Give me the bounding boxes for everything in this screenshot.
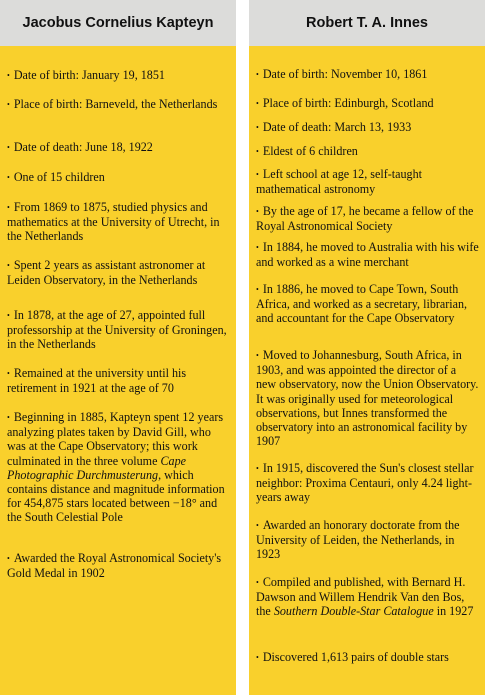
bullet-icon: • — [256, 521, 259, 530]
bullet-icon: • — [7, 143, 10, 152]
bullet-icon: • — [7, 173, 10, 182]
right-fact-item — [256, 67, 479, 82]
right-fact-item — [256, 348, 479, 448]
innes-title: Robert T. A. Innes — [249, 0, 485, 46]
right-fact-item — [256, 650, 479, 665]
bullet-icon: • — [7, 203, 10, 212]
bullet-icon: • — [7, 261, 10, 270]
bullet-icon: • — [7, 554, 10, 563]
fact-text: Beginning in 1885, Kapteyn spent 12 years analyzing plates taken by David Gill, who was at the Cape Observatory; this work culminated in the three volume — [7, 410, 224, 468]
fact-title-italic: Southern Double-Star Catalogue — [273, 604, 434, 619]
right-fact-item — [256, 167, 479, 196]
left-fact-item — [7, 308, 230, 352]
left-fact-item — [7, 366, 230, 395]
left-fact-item — [7, 68, 230, 83]
right-fact-item — [256, 96, 479, 111]
fact-text: Discovered 1,613 pairs of double stars — [262, 650, 449, 664]
fact-text: In 1915, discovered the Sun's closest stellar neighbor: Proxima Centauri, only 4.24 light-years away — [256, 461, 474, 505]
right-fact-item — [256, 461, 479, 505]
fact-text: In 1878, at the age of 27, appointed full professorship at the University of Groningen, in the Netherlands — [7, 308, 227, 352]
bullet-icon: • — [7, 369, 10, 378]
left-fact-item — [7, 551, 230, 580]
bullet-icon: • — [7, 71, 10, 80]
innes-column — [249, 0, 485, 695]
fact-text: Remained at the university until his retirement in 1921 at the age of 70 — [7, 366, 187, 396]
fact-text: Compiled and published, with Bernard H. Dawson and Willem Hendrik Van den Bos, the — [256, 575, 466, 619]
bullet-icon: • — [7, 311, 10, 320]
bullet-icon: • — [256, 285, 259, 294]
bullet-icon: • — [256, 578, 259, 587]
bullet-icon: • — [256, 653, 259, 662]
fact-text: Eldest of 6 children — [262, 144, 358, 158]
left-fact-item — [7, 258, 230, 287]
bullet-icon: • — [256, 70, 259, 79]
bullet-icon: • — [256, 99, 259, 108]
left-fact-item — [7, 140, 230, 155]
bullet-icon: • — [256, 123, 259, 132]
left-fact-item — [7, 200, 230, 244]
kapteyn-title: Jacobus Cornelius Kapteyn — [0, 0, 236, 46]
fact-text: Moved to Johannesburg, South Africa, in 1903, and was appointed the director of a new observatory, now the Union Observatory. It was originally used for meteorological observations, but Innes transformed the observatory into an astronomical facility by 1907 — [256, 348, 479, 449]
fact-text: in 1927 — [433, 604, 474, 619]
bullet-icon: • — [256, 464, 259, 473]
bullet-icon: • — [256, 147, 259, 156]
fact-text: One of 15 children — [13, 170, 105, 184]
fact-text: In 1886, he moved to Cape Town, South Africa, and worked as a secretary, librarian, and accountant for the Cape Observatory — [256, 282, 468, 326]
fact-text: , which contains distance and magnitude information for 454,875 stars located between −18° and the South Celestial Pole — [7, 467, 225, 525]
right-fact-item — [256, 575, 479, 619]
fact-text: Place of birth: Edinburgh, Scotland — [262, 96, 434, 110]
fact-text: Left school at age 12, self-taught mathematical astronomy — [256, 167, 422, 197]
bullet-icon: • — [256, 207, 259, 216]
fact-text: Date of birth: January 19, 1851 — [13, 68, 165, 82]
bullet-icon: • — [7, 100, 10, 109]
fact-text: From 1869 to 1875, studied physics and mathematics at the University of Utrecht, in the Netherlands — [7, 200, 220, 244]
right-fact-item — [256, 204, 479, 233]
fact-text: Awarded the Royal Astronomical Society's Gold Medal in 1902 — [7, 551, 222, 581]
fact-text: Date of death: March 13, 1933 — [262, 120, 412, 134]
fact-title-italic: Cape Photographic Durchmusterung — [7, 453, 187, 482]
left-fact-item — [7, 410, 230, 525]
fact-text: Spent 2 years as assistant astronomer at Leiden Observatory, in the Netherlands — [7, 258, 206, 288]
bullet-icon: • — [256, 243, 259, 252]
fact-text: In 1884, he moved to Australia with his wife and worked as a wine merchant — [256, 240, 479, 270]
bullet-icon: • — [7, 413, 10, 422]
right-fact-item — [256, 144, 479, 159]
right-fact-item — [256, 120, 479, 135]
right-fact-item — [256, 518, 479, 562]
fact-text: Date of birth: November 10, 1861 — [262, 67, 428, 81]
fact-text: Date of death: June 18, 1922 — [13, 140, 153, 154]
right-fact-item — [256, 240, 479, 269]
fact-text: Awarded an honorary doctorate from the University of Leiden, the Netherlands, in 1923 — [256, 518, 460, 562]
bullet-icon: • — [256, 170, 259, 179]
left-fact-item — [7, 97, 230, 112]
fact-text: Place of birth: Barneveld, the Netherlands — [13, 97, 218, 111]
fact-text: By the age of 17, he became a fellow of the Royal Astronomical Society — [256, 204, 474, 234]
kapteyn-column — [0, 0, 236, 695]
right-fact-item — [256, 282, 479, 326]
left-fact-item — [7, 170, 230, 185]
bullet-icon: • — [256, 351, 259, 360]
